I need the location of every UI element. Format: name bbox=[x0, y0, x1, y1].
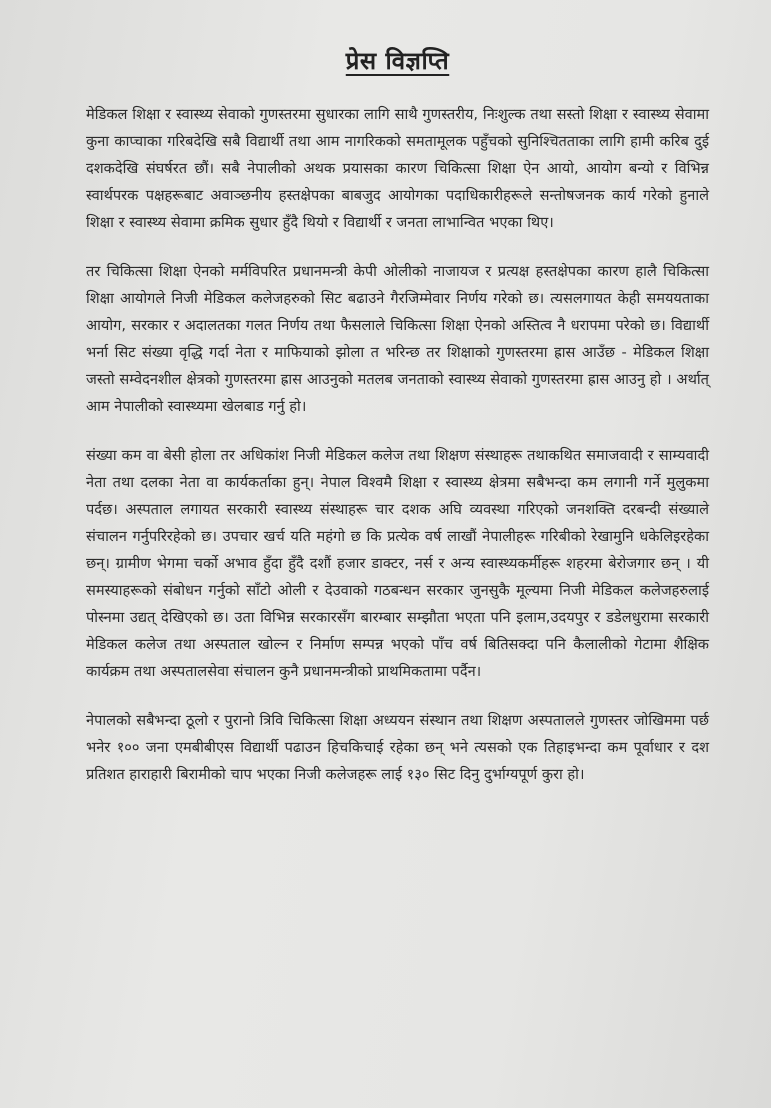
paragraph-3: संख्या कम वा बेसी होला तर अधिकांश निजी मेडिकल कलेज तथा शिक्षण संस्थाहरू तथाकथित समाजवादी र साम्यवादी नेता तथा दलका नेता वा कार्यकर्ताका हुन्। नेपाल विश्वमै शिक्षा र स्वास्थ्य क्षेत्रमा सबैभन्दा कम लगानी गर्ने मुलुकमा पर्दछ। अस्पताल लगायत सरकारी स्वास्थ्य संस्थाहरू चार दशक अघि व्यवस्था गरिएको जनशक्ति दरबन्दी संख्याले संचालन गर्नुपरिरहेको छ। उपचार खर्च यति महंगो छ कि प्रत्येक वर्ष लाखौं नेपालीहरू गरिबीको रेखामुनि धकेलिइरहेका छन्। ग्रामीण भेगमा चर्को अभाव हुँदा हुँदै दशौं हजार डाक्टर, नर्स र अन्य स्वास्थ्यकर्मीहरू शहरमा बेरोजगार छन् । यी समस्याहरूको संबोधन गर्नुको साँटो ओली र देउवाको गठबन्धन सरकार जुनसुकै मूल्यमा निजी मेडिकल कलेजहरुलाई पोस्नमा उद्यत् देखिएको छ। उता विभिन्न सरकारसँग बारम्बार सम्झौता भएता पनि इलाम,उदयपुर र डडेलधुरामा सरकारी मेडिकल कलेज तथा अस्पताल खोल्न र निर्माण सम्पन्न भएको पाँच वर्ष बितिसक्दा पनि कैलालीको गेटामा शैक्षिक कार्यक्रम तथा अस्पतालसेवा संचालन कुनै प्रधानमन्त्रीको प्राथमिकतामा पर्दैन। bbox=[86, 447, 709, 680]
paragraph-2: तर चिकित्सा शिक्षा ऐनको मर्मविपरित प्रधानमन्त्री केपी ओलीको नाजायज र प्रत्यक्ष हस्तक्षेपका कारण हालै चिकित्सा शिक्षा आयोगले निजी मेडिकल कलेजहरुको सिट बढाउने गैरजिम्मेवार निर्णय गरेको छ। त्यसलगायत केही समययताका आयोग, सरकार र अदालतका गलत निर्णय तथा फैसलाले चिकित्सा शिक्षा ऐनको अस्तित्व नै धरापमा परेको छ। विद्यार्थी भर्ना सिट संख्या वृद्धि गर्दा नेता र माफियाको झोला त भरिन्छ तर शिक्षाको गुणस्तरमा ह्रास आउँछ - मेडिकल शिक्षा जस्तो सम्वेदनशील क्षेत्रको गुणस्तरमा ह्रास आउनुको मतलब जनताको स्वास्थ्य सेवाको गुणस्तरमा ह्रास आउनु हो । अर्थात् आम नेपालीको स्वास्थ्यमा खेलबाड गर्नु हो। bbox=[86, 263, 709, 415]
paragraph-1: मेडिकल शिक्षा र स्वास्थ्य सेवाको गुणस्तरमा सुधारका लागि साथै गुणस्तरीय, निःशुल्क तथा सस्तो शिक्षा र स्वास्थ्य सेवामा कुना काप्चाका गरिबदेखि सबै विद्यार्थी तथा आम नागरिकको समतामूलक पहुँचको सुनिश्चितताका लागि हामी करिब दुई दशकदेखि संघर्षरत छौं। सबै नेपालीको अथक प्रयासका कारण चिकित्सा शिक्षा ऐन आयो, आयोग बन्यो र विभिन्न स्वार्थपरक पक्षहरूबाट अवाञ्छनीय हस्तक्षेपका बाबजुद आयोगका पदाधिकारीहरूले सन्तोषजनक कार्य गरेको हुनाले शिक्षा र स्वास्थ्य सेवामा क्रमिक सुधार हुँदै थियो र विद्यार्थी र जनता लाभान्वित भएका थिए। bbox=[86, 106, 709, 231]
paragraph-4: नेपालको सबैभन्दा ठूलो र पुरानो त्रिवि चिकित्सा शिक्षा अध्ययन संस्थान तथा शिक्षण अस्पतालले गुणस्तर जोखिममा पर्छ भनेर १०० जना एमबीबीएस विद्यार्थी पढाउन हिचकिचाई रहेका छन् भने त्यसको एक तिहाइभन्दा कम पूर्वाधार र दश प्रतिशत हाराहारी बिरामीको चाप भएका निजी कलेजहरू लाई १३० सिट दिनु दुर्भाग्यपूर्ण कुरा हो। bbox=[86, 712, 709, 783]
document-title: प्रेस विज्ञप्ति bbox=[345, 47, 450, 75]
